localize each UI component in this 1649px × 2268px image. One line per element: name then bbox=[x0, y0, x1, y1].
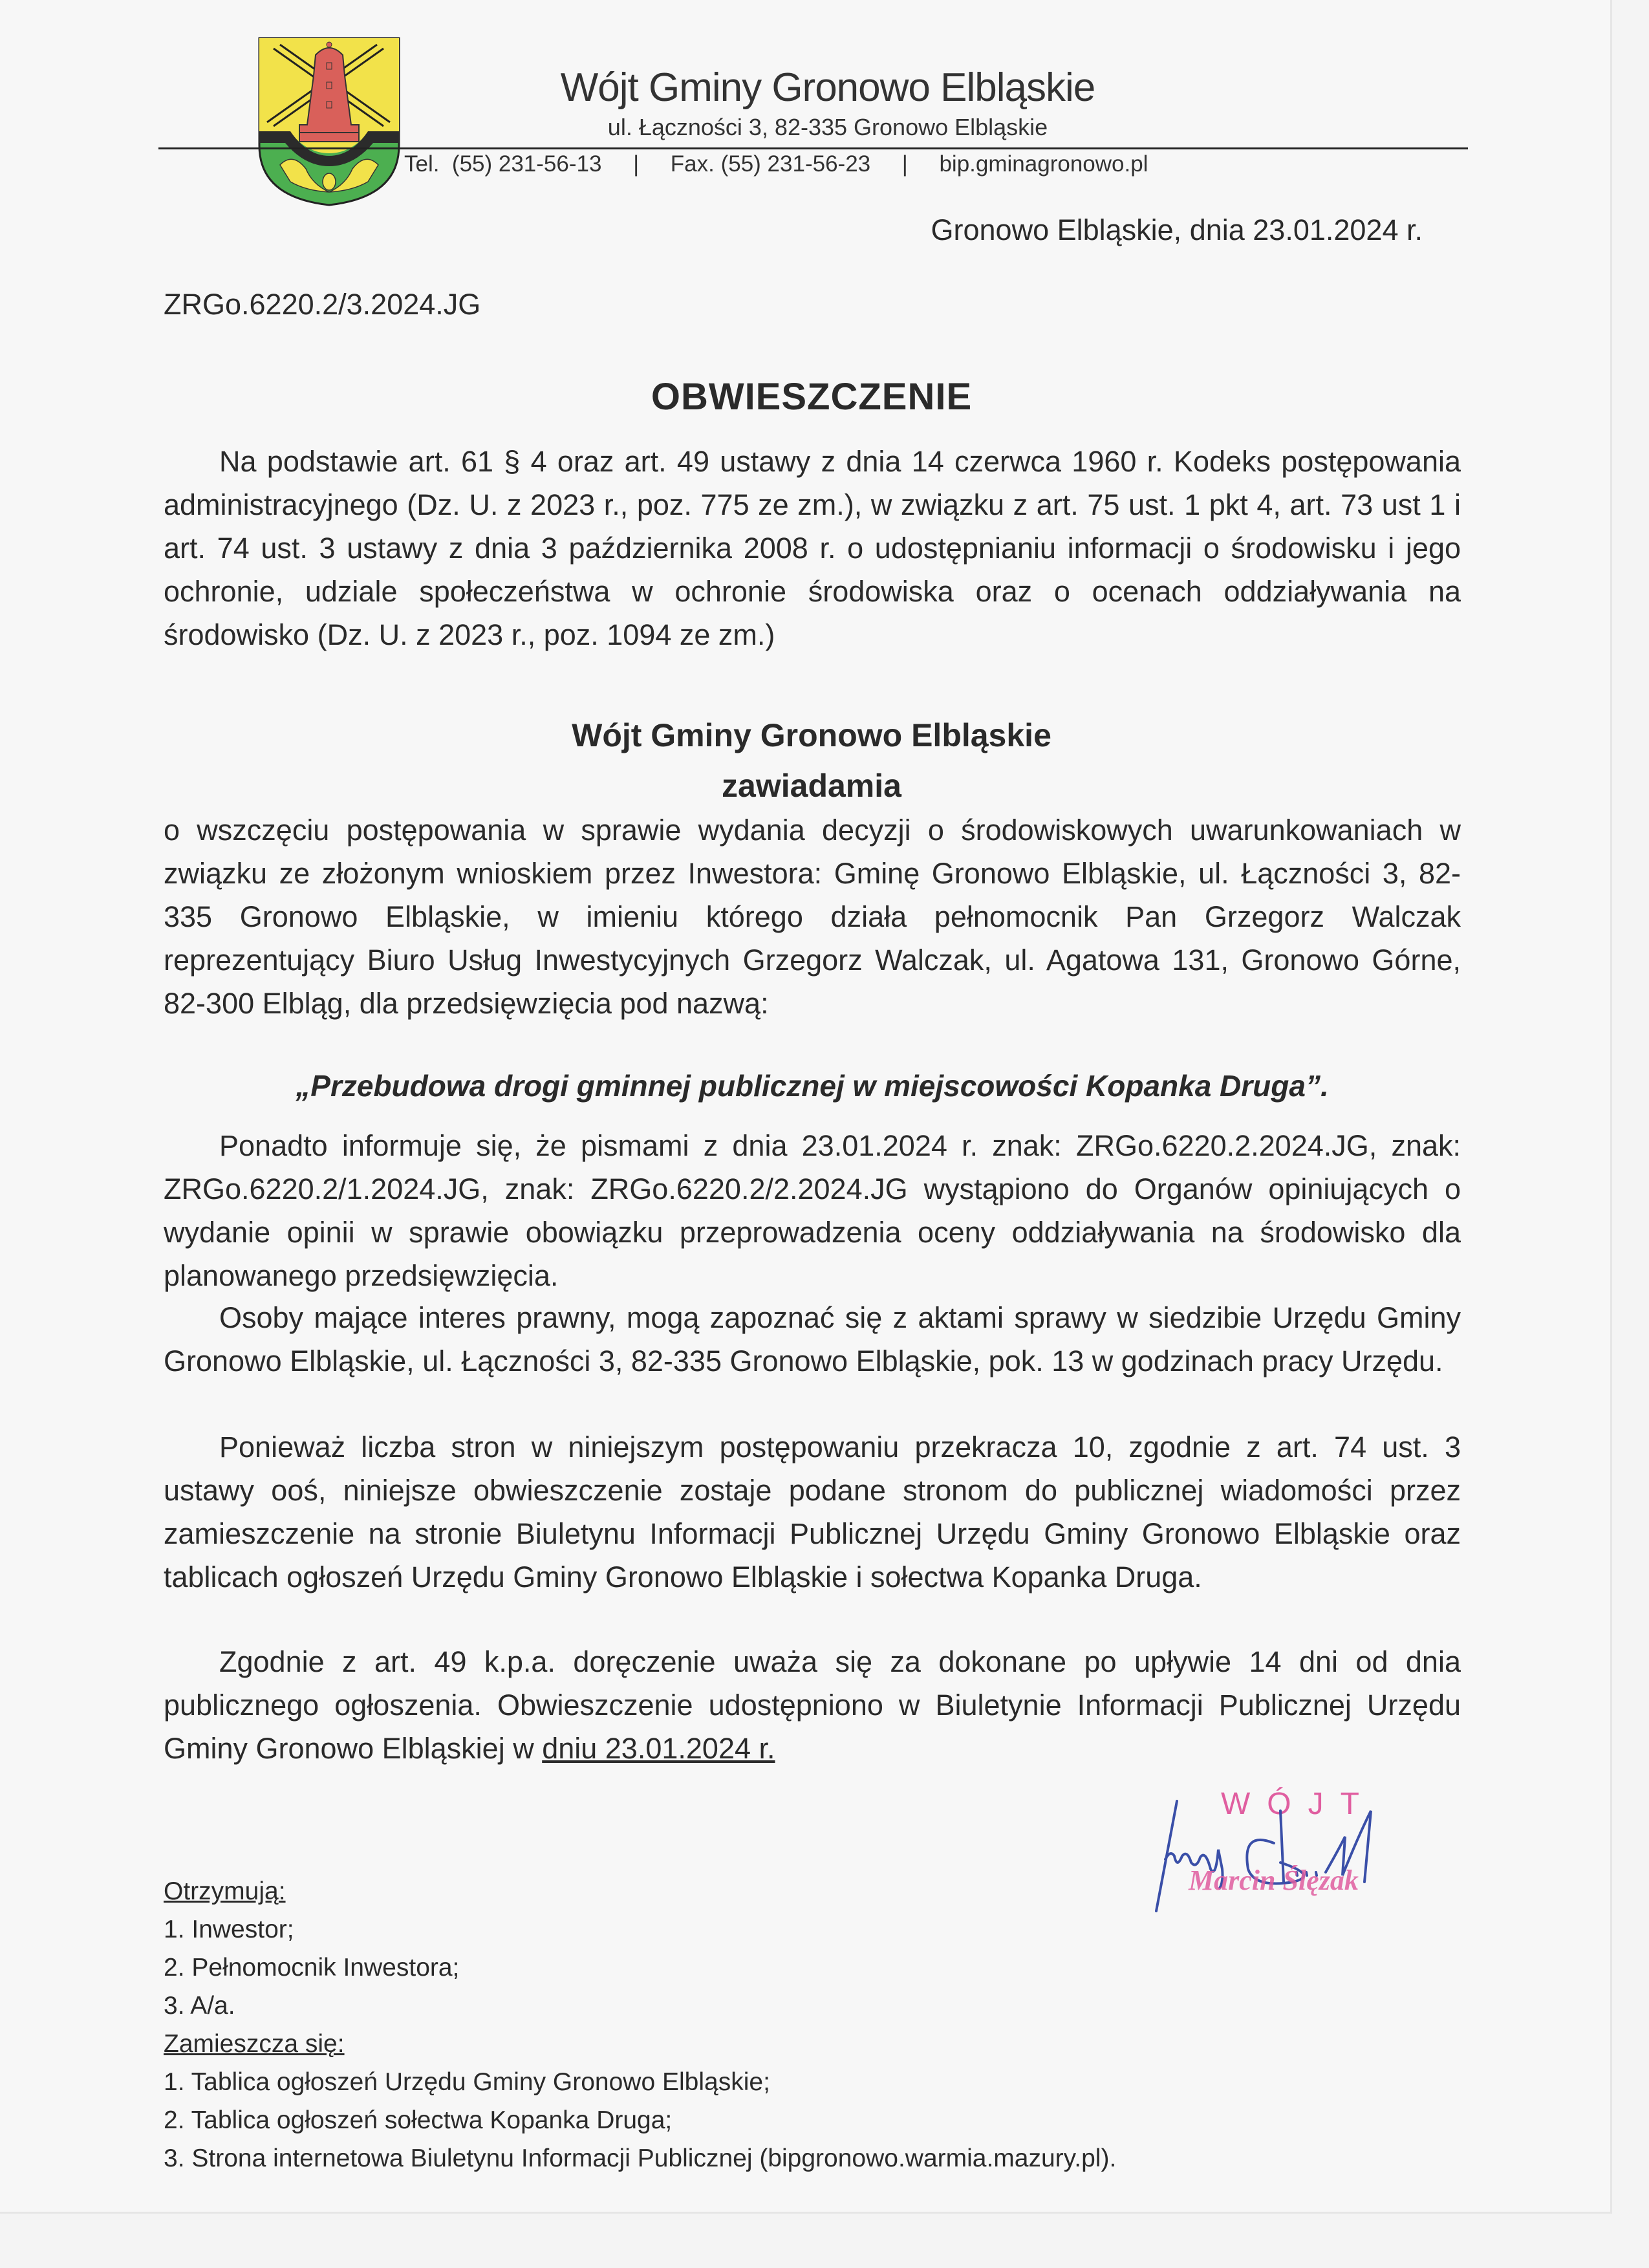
delivery-text: Zgodnie z art. 49 k.p.a. doręczenie uważa się za dokonane po upływie 14 dni od dnia publicznego ogłoszenia. Obwieszczenie udostępniono w Biuletynie Informacji Publicznej Urzędu Gminy Gronowo Elbląskiej w bbox=[164, 1645, 1461, 1765]
paragraph-case-files: Osoby mające interes prawny, mogą zapoznać się z aktami sprawy w siedzibie Urzędu Gminy Gronowo Elbląskie, ul. Łączności 3, 82-335 Gronowo Elbląskie, pok. 13 w godzinach pracy Urzędu. bbox=[164, 1301, 1461, 1377]
document-title: OBWIESZCZENIE bbox=[651, 376, 973, 418]
separator: | bbox=[901, 151, 908, 177]
letterhead-address: ul. Łączności 3, 82-335 Gronowo Elbląskie bbox=[607, 114, 1048, 140]
recipient-item: 3. A/a. bbox=[164, 1992, 235, 2020]
website-link[interactable]: bip.gminagronowo.pl bbox=[939, 151, 1148, 177]
place-date: Gronowo Elbląskie, dnia 23.01.2024 r. bbox=[931, 213, 1423, 246]
stamp-name: Marcin Ślęzak bbox=[1189, 1864, 1359, 1896]
authority-heading: Wójt Gminy Gronowo Elbląskie bbox=[572, 717, 1051, 753]
paragraph-opinions: Ponadto informuje się, że pismami z dnia 23.01.2024 r. znak: ZRGo.6220.2.2024.JG, znak: ZRGo.6220.2/1.2024.JG, znak: ZRGo.6220.2/2.2024.JG wystąpiono do Organów opiniujących o wydanie opinii w sprawie obowiązku przeprowadzenia oceny oddziaływania na środowisko dla planowanego przedsięwzięcia. bbox=[164, 1129, 1461, 1292]
stamp-title: WÓJT bbox=[1221, 1787, 1376, 1821]
legal-basis-paragraph: Na podstawie art. 61 § 4 oraz art. 49 ustawy z dnia 14 czerwca 1960 r. Kodeks postępowania administracyjnego (Dz. U. z 2023 r., poz. 775 ze zm.), w związku z art. 75 ust. 1 pkt 4, art. 73 ust 1 i art. 74 ust. 3 ustawy z dnia 3 października 2008 r. o udostępnianiu informacji o środowisku i jego ochronie, udziale społeczeństwa w ochronie środowiska oraz o ocenach oddziaływania na środowisko (Dz. U. z 2023 r., poz. 1094 ze zm.) bbox=[164, 445, 1461, 651]
recipient-item: 2. Pełnomocnik Inwestora; bbox=[164, 1954, 460, 1982]
handwritten-signature-icon bbox=[1151, 1772, 1461, 1927]
letterhead-contact bbox=[404, 151, 1148, 177]
reference-number: ZRGo.6220.2/3.2024.JG bbox=[164, 288, 481, 321]
paragraph-delivery bbox=[164, 1640, 1461, 1770]
recipients-heading: Otrzymują: bbox=[164, 1877, 286, 1905]
phone-number: Tel. (55) 231-56-13 bbox=[404, 151, 602, 177]
publication-date: dniu 23.01.2024 r. bbox=[542, 1732, 775, 1765]
recipients-list bbox=[164, 1872, 1116, 2177]
separator: | bbox=[633, 151, 640, 177]
posted-item: 2. Tablica ogłoszeń sołectwa Kopanka Druga; bbox=[164, 2106, 673, 2134]
letterhead-divider bbox=[158, 147, 1468, 149]
paragraph-public-notice: Ponieważ liczba stron w niniejszym postępowaniu przekracza 10, zgodnie z art. 74 ust. 3 ustawy ooś, niniejsze obwieszczenie zostaje podane stronom do publicznej wiadomości przez zamieszczenie na stronie Biuletynu Informacji Publicznej Urzędu Gminy Gronowo Elbląskie oraz tablicach ogłoszeń Urzędu Gminy Gronowo Elbląskie i sołectwa Kopanka Druga. bbox=[164, 1431, 1461, 1593]
posted-heading: Zamieszcza się: bbox=[164, 2030, 345, 2058]
posted-item: 3. Strona internetowa Biuletynu Informacji Publicznej (bipgronowo.warmia.mazury.pl). bbox=[164, 2144, 1117, 2172]
letterhead-title: Wójt Gminy Gronowo Elbląskie bbox=[560, 65, 1095, 110]
action-heading: zawiadamia bbox=[722, 768, 901, 804]
project-name: „Przebudowa drogi gminnej publicznej w miejscowości Kopanka Druga”. bbox=[296, 1069, 1329, 1103]
fax-number: Fax. (55) 231-56-23 bbox=[670, 151, 871, 177]
posted-item: 1. Tablica ogłoszeń Urzędu Gminy Gronowo Elbląskie; bbox=[164, 2068, 770, 2096]
notice-paragraph: o wszczęciu postępowania w sprawie wydania decyzji o środowiskowych uwarunkowaniach w związku ze złożonym wnioskiem przez Inwestora: Gminę Gronowo Elbląskie, ul. Łączności 3, 82-335 Gronowo Elbląskie, w imieniu którego działa pełnomocnik Pan Grzegorz Walczak reprezentujący Biuro Usług Inwestycyjnych Grzegorz Walczak, ul. Agatowa 131, Gronowo Górne, 82-300 Elbląg, dla przedsięwzięcia pod nazwą: bbox=[164, 814, 1461, 1020]
recipient-item: 1. Inwestor; bbox=[164, 1916, 294, 1943]
windmill-coat-of-arms-icon bbox=[254, 36, 404, 207]
